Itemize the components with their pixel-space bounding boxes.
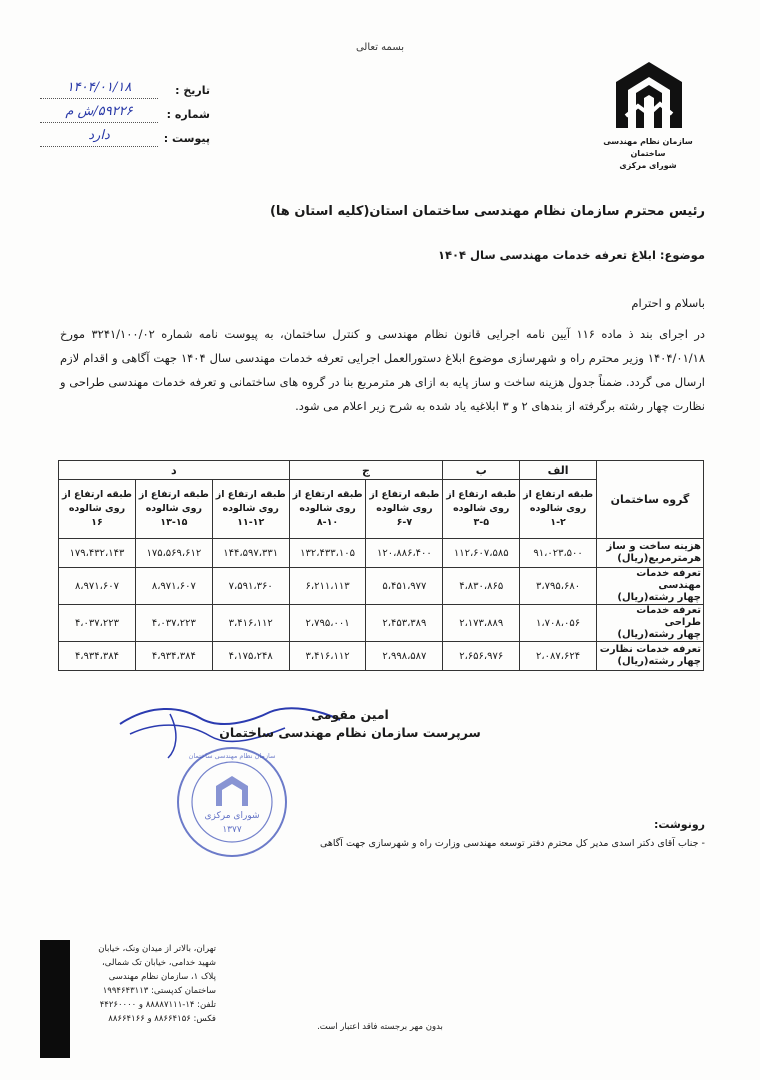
subgroup-cell: طبقه ارتفاع از روی شالوده ۳-۵ [443,480,520,539]
group-cell-jim: ج [289,461,443,480]
table-cell: ۸،۹۷۱،۶۰۷ [135,568,212,605]
footer-address [76,942,216,1026]
group-cell-be: ب [443,461,520,480]
table-cell: ۴،۹۳۴،۳۸۴ [135,642,212,671]
footer-address-line: پلاک ۱، سازمان نظام مهندسی [108,972,216,982]
signature-block [200,706,500,742]
subgroup-cell: طبقه ارتفاع از روی شالوده ۶-۷ [366,480,443,539]
table-cell: ۹۱،۰۲۳،۵۰۰ [520,539,597,568]
meta-date-value: ۱۴۰۴/۰۱/۱۸ [40,80,158,99]
footer-address-line: تهران، بالاتر از میدان ونک، خیابان [98,944,216,954]
meta-attachment-value: دارد [40,128,158,147]
tariff-table [58,460,704,671]
table-cell: ۴،۱۷۵،۲۴۸ [212,642,289,671]
table-cell: ۲،۰۸۷،۶۲۴ [520,642,597,671]
subgroup-cell: طبقه ارتفاع از روی شالوده ۱۶ [59,480,136,539]
table-cell: ۲،۶۵۶،۹۷۶ [443,642,520,671]
table-cell: ۱۱۲،۶۰۷،۵۸۵ [443,539,520,568]
signatory-name: امین مقومی [311,707,389,722]
meta-number-label: شماره : [166,108,210,121]
table-cell: ۱۴۴،۵۹۷،۳۳۱ [212,539,289,568]
table-cell: ۱،۷۰۸،۰۵۶ [520,605,597,642]
bismillah-heading: بسمه تعالی [355,42,405,53]
table-row [59,605,704,642]
footer-address-line: ساختمان کدپستی: ۱۹۹۴۶۴۳۱۱۳ [102,986,216,996]
table-cell: ۶،۲۱۱،۱۱۳ [289,568,366,605]
org-name [588,136,708,172]
table-cell: ۳،۷۹۵،۶۸۰ [520,568,597,605]
meta-attachment-row [40,128,210,152]
group-header-cell: گروه ساختمان [597,461,704,539]
table-cell: ۸،۹۷۱،۶۰۷ [59,568,136,605]
org-logo-icon [612,58,686,132]
footer-address-line: تلفن: ۱۴-۸۸۸۸۷۱۱۱ و ۴۴۲۶۰۰۰۰ [99,1000,216,1010]
table-row [59,568,704,605]
table-cell: ۳،۴۱۶،۱۱۲ [212,605,289,642]
meta-number-row [40,104,210,128]
org-name-line2: شورای مرکزی [619,161,677,170]
letter-greeting: باسلام و احترام [631,296,705,310]
table-cell: ۴،۰۳۷،۲۲۳ [59,605,136,642]
table-cell: ۲،۴۵۳،۳۸۹ [366,605,443,642]
table-cell: ۲،۷۹۵،۰۰۱ [289,605,366,642]
org-name-line1: سازمان نظام مهندسی ساختمان [603,137,693,158]
row-label: تعرفه خدمات طراحی چهار رشته(ریال) [597,605,704,642]
subgroup-cell: طبقه ارتفاع از روی شالوده ۱-۲ [520,480,597,539]
table-cell: ۳،۴۱۶،۱۱۲ [289,642,366,671]
subgroup-cell: طبقه ارتفاع از روی شالوده ۸-۱۰ [289,480,366,539]
group-cell-alef: الف [520,461,597,480]
table-cell: ۲،۹۹۸،۵۸۷ [366,642,443,671]
table-group-row [59,461,704,480]
letter-meta [40,80,210,152]
letter-subject: موضوع: ابلاغ تعرفه خدمات مهندسی سال ۱۴۰۴ [437,248,705,262]
table-row [59,642,704,671]
table-cell: ۱۲۰،۸۸۶،۴۰۰ [366,539,443,568]
letter-addressee: رئیس محترم سازمان نظام مهندسی ساختمان استان(کلیه استان ها) [269,204,705,219]
table-cell: ۷،۵۹۱،۳۶۰ [212,568,289,605]
table-cell: ۴،۸۳۰،۸۶۵ [443,568,520,605]
stamp-text-mid: شورای مرکزی [204,811,260,821]
group-cell-dal: د [59,461,290,480]
cc-line: - جناب آقای دکتر اسدی مدیر کل محترم دفتر توسعه مهندسی وزارت راه و شهرسازی جهت آگاهی [319,838,705,849]
meta-attachment-label: پیوست : [163,132,210,145]
row-label: تعرفه خدمات نظارت چهار رشته(ریال) [597,642,704,671]
row-label: تعرفه خدمات مهندسی چهار رشته(ریال) [597,568,704,605]
footer-address-line: فکس: ۸۸۶۶۴۱۵۶ و ۸۸۶۶۴۱۶۶ [108,1014,216,1024]
footer-bar [40,940,70,1058]
table-cell: ۴،۰۳۷،۲۲۳ [135,605,212,642]
stamp-year: ۱۳۷۷ [222,825,242,835]
table-cell: ۱۳۲،۴۳۳،۱۰۵ [289,539,366,568]
meta-number-value: ۵۹۲۲۶/ش م [40,104,158,123]
footer-address-line: شهید خدامی، خیابان تک شمالی، [102,958,216,968]
table-cell: ۱۷۹،۴۳۲،۱۴۳ [59,539,136,568]
meta-date-label: تاریخ : [175,84,210,97]
signatory-title: سرپرست سازمان نظام مهندسی ساختمان [219,725,481,740]
table-cell: ۵،۴۵۱،۹۷۷ [366,568,443,605]
row-label: هزینه ساخت و ساز هرمترمربع(ریال) [597,539,704,568]
table-cell: ۲،۱۷۳،۸۸۹ [443,605,520,642]
table-cell: ۱۷۵،۵۶۹،۶۱۲ [135,539,212,568]
subgroup-cell: طبقه ارتفاع از روی شالوده ۱۳-۱۵ [135,480,212,539]
letter-body: در اجرای بند ذ ماده ۱۱۶ آیین نامه اجرایی قانون نظام مهندسی و کنترل ساختمان، به پیوست نامه شماره ۳۲۴۱/۱۰۰/۰۲ مورخ ۱۴۰۴/۰۱/۱۸ وزیر محترم راه و شهرسازی موضوع ابلاغ دستورالعمل اجرایی تعرفه خدمات مهندسی سال ۱۴۰۴ جهت آگاهی و اقدام لازم ارسال می گردد. ضمناً جدول هزینه ساخت و ساز پایه به ازای هر مترمربع بنا در گروه های ساختمانی و تعرفه خدمات مهندسی طراحی و نظارت چهار رشته برگرفته از بندهای ۲ و ۳ ابلاغیه یاد شده به شرح زیر اعلام می شود. [60,327,706,413]
footer-note: بدون مهر برجسته فاقد اعتبار است. [317,1022,443,1032]
stamp-text-top: سازمان نظام مهندسی ساختمان [188,752,276,760]
cc-title: رونوشت: [653,818,705,831]
meta-date-row [40,80,210,104]
table-row [59,539,704,568]
subgroup-cell: طبقه ارتفاع از روی شالوده ۱۱-۱۲ [212,480,289,539]
table-cell: ۴،۹۳۴،۳۸۴ [59,642,136,671]
